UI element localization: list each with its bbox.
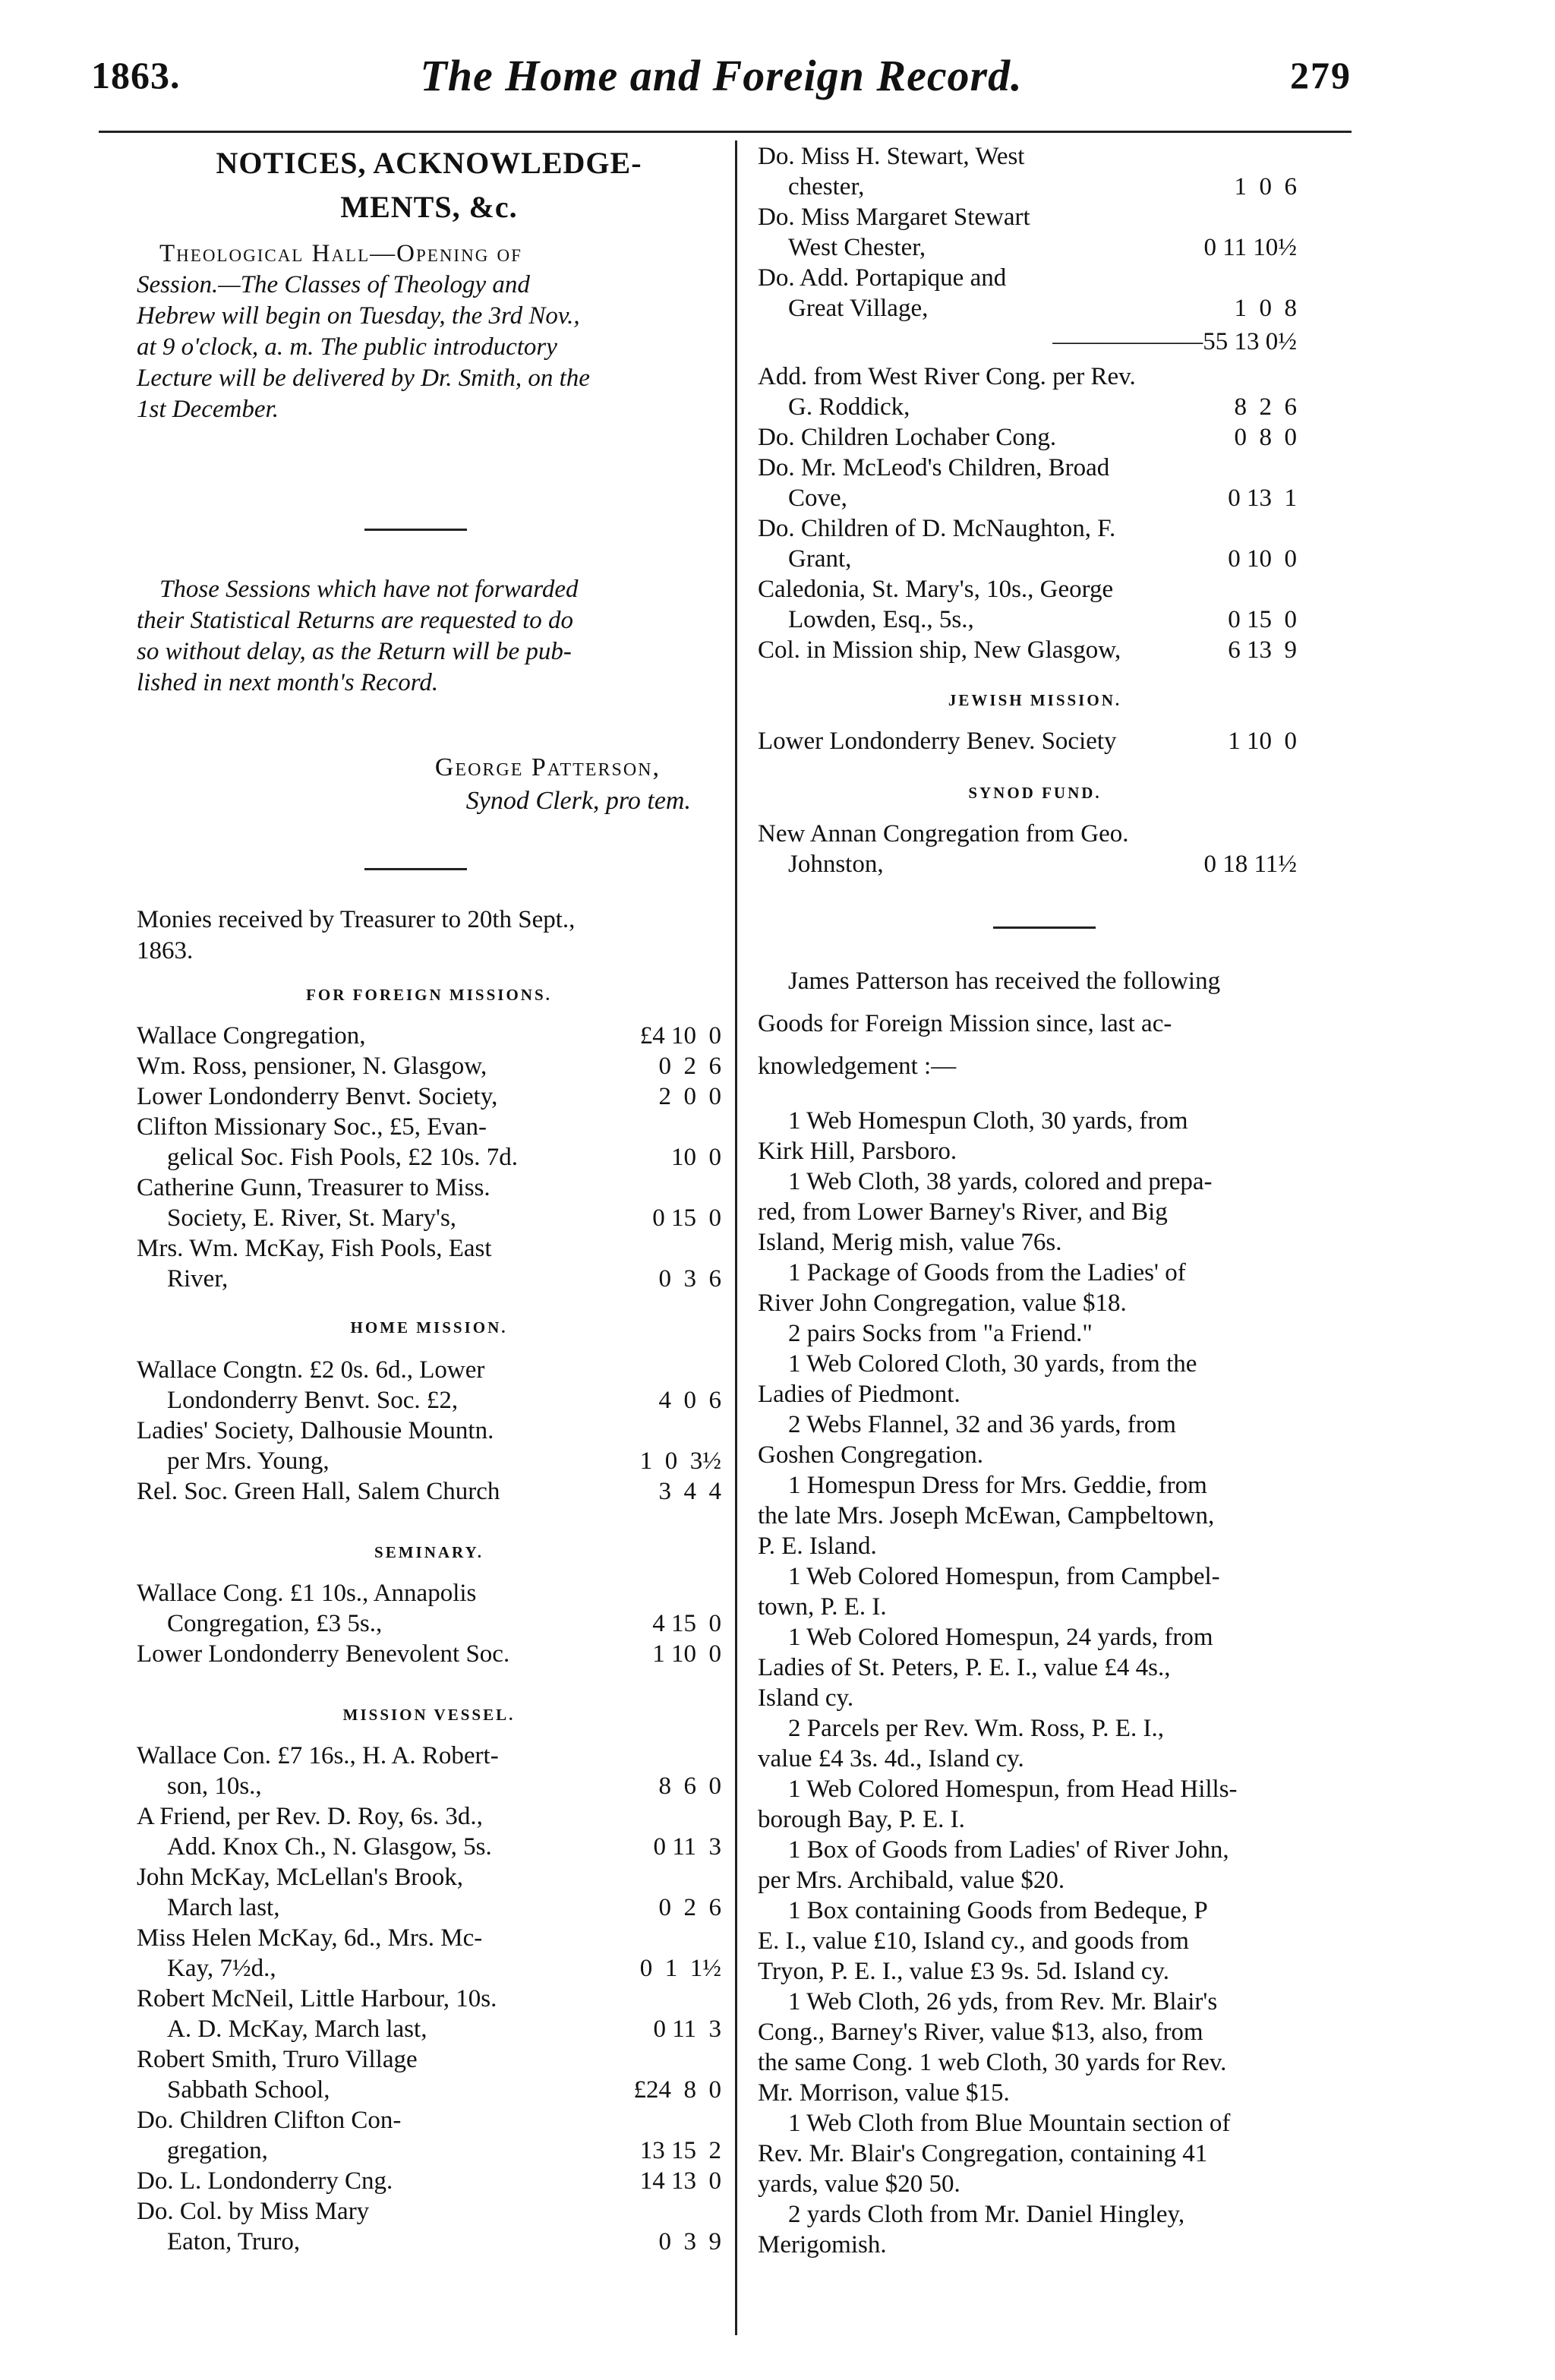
entry-text: son, 10s.,	[167, 1772, 262, 1800]
treasurer-intro	[137, 904, 721, 967]
goods-intro	[758, 960, 1358, 1087]
notice-line: Lecture will be delivered by Dr. Smith, on the	[137, 365, 590, 392]
entry-amount: 4 15 0	[652, 1610, 721, 1637]
entry-text: Johnston,	[788, 851, 884, 878]
notice-line: Those Sessions which have not forwarded	[159, 576, 579, 603]
ledger-entry	[758, 726, 1358, 756]
home-mission-list	[137, 1355, 721, 1507]
entry-text: River,	[167, 1265, 229, 1293]
entry-text: Col. in Mission ship, New Glasgow,	[758, 636, 1121, 664]
mission-vessel-continued	[758, 141, 1358, 324]
goods-item-line: Cong., Barney's River, value $13, also, from	[758, 2019, 1203, 2046]
goods-item	[758, 1258, 1358, 1318]
ledger-entry	[137, 1416, 721, 1476]
notice-line: at 9 o'clock, a. m. The public introductory	[137, 333, 557, 361]
home-mission-heading: HOME MISSION.	[350, 1318, 508, 1337]
header-title: The Home and Foreign Record.	[420, 51, 1023, 100]
entry-amount: 4 0 6	[658, 1387, 721, 1414]
goods-item-line: 1 Web Colored Homespun, from Campbel-	[788, 1563, 1220, 1590]
goods-item	[758, 1561, 1358, 1622]
ledger-entry	[758, 422, 1358, 453]
entry-text: Robert McNeil, Little Harbour, 10s.	[137, 1985, 497, 2012]
goods-item-line: value £4 3s. 4d., Island cy.	[758, 1745, 1024, 1772]
entry-text: Robert Smith, Truro Village	[137, 2046, 418, 2073]
goods-item-line: Island, Merig mish, value 76s.	[758, 1229, 1062, 1256]
page-number: 279	[1290, 54, 1352, 96]
entry-text: John McKay, McLellan's Brook,	[137, 1864, 463, 1891]
entry-amount: 14 13 0	[639, 2167, 721, 2195]
entry-text: Mrs. Wm. McKay, Fish Pools, East	[137, 1235, 492, 1262]
ledger-entry	[137, 2044, 721, 2105]
goods-item-line: Goshen Congregation.	[758, 1441, 983, 1469]
goods-item	[758, 1106, 1358, 1166]
entry-amount: 3 4 4	[658, 1478, 721, 1505]
goods-item-line: 1 Web Cloth from Blue Mountain section of	[788, 2110, 1231, 2137]
notice-line: their Statistical Returns are requested to do	[137, 607, 573, 634]
entry-amount: 0 3 6	[658, 1265, 721, 1293]
ledger-entry	[137, 1021, 721, 1051]
notice-line: lished in next month's Record.	[137, 669, 439, 696]
seminary-list	[137, 1578, 721, 1669]
notice-statistical-returns	[137, 574, 721, 699]
signature-role: Synod Clerk, pro tem.	[465, 787, 691, 815]
entry-text: gregation,	[167, 2137, 268, 2164]
entry-text: Do. Children Clifton Con-	[137, 2107, 402, 2134]
entry-text: Add. from West River Cong. per Rev.	[758, 363, 1136, 390]
foreign-missions-list	[137, 1021, 721, 1294]
entry-amount: 6 13 9	[1228, 636, 1297, 664]
goods-item-line: Ladies of Piedmont.	[758, 1381, 960, 1408]
signature-name: George Patterson,	[434, 753, 661, 781]
ledger-entry	[137, 1741, 721, 1801]
entry-amount: 8 2 6	[1234, 393, 1297, 421]
goods-item-line: 2 pairs Socks from "a Friend."	[788, 1320, 1093, 1347]
goods-item	[758, 1895, 1358, 1987]
entry-amount: 13 15 2	[639, 2137, 721, 2164]
entry-amount: 0 18 11½	[1203, 851, 1297, 878]
header-year: 1863.	[91, 54, 181, 96]
entry-amount: 0 2 6	[658, 1053, 721, 1080]
synod-fund-heading: SYNOD FUND.	[968, 784, 1102, 802]
entry-amount: 0 11 10½	[1203, 234, 1297, 261]
ledger-entry	[137, 1233, 721, 1294]
entry-text: Society, E. River, St. Mary's,	[167, 1204, 457, 1232]
entry-text: Add. Knox Ch., N. Glasgow, 5s.	[167, 1833, 492, 1861]
goods-item-line: 1 Box containing Goods from Bedeque, P	[788, 1897, 1208, 1924]
entry-text: gelical Soc. Fish Pools, £2 10s. 7d.	[167, 1144, 519, 1171]
goods-item-line: 1 Box of Goods from Ladies' of River John,	[788, 1836, 1229, 1864]
entry-text: A. D. McKay, March last,	[167, 2015, 427, 2043]
goods-item-line: Tryon, P. E. I., value £3 9s. 5d. Island cy.	[758, 1958, 1170, 1985]
goods-item	[758, 1166, 1358, 1258]
entry-text: Do. Col. by Miss Mary	[137, 2198, 370, 2225]
goods-item-line: per Mrs. Archibald, value $20.	[758, 1867, 1065, 1894]
entry-text: Caledonia, St. Mary's, 10s., George	[758, 576, 1114, 603]
goods-item-line: yards, value $20 50.	[758, 2170, 960, 2198]
ledger-entry	[137, 1112, 721, 1173]
right-column	[758, 141, 1358, 2258]
goods-item-line: 1 Web Colored Homespun, from Head Hills-	[788, 1776, 1238, 1803]
signature	[137, 753, 721, 816]
entry-amount: 0 11 3	[653, 1833, 721, 1861]
ledger-entry	[137, 1862, 721, 1923]
ledger-entry	[137, 1801, 721, 1862]
goods-item	[758, 1622, 1358, 1713]
ledger-entry	[758, 513, 1358, 574]
notice-line: Theological Hall—Opening of	[159, 240, 522, 267]
notice-line: Session.—The Classes of Theology and	[137, 271, 530, 298]
ledger-entry	[758, 141, 1358, 202]
entry-amount: 0 15 0	[652, 1204, 721, 1232]
entry-amount: 0 13 1	[1228, 485, 1297, 512]
notices-heading-line: NOTICES, ACKNOWLEDGE-	[216, 146, 642, 180]
goods-item-line: P. E. Island.	[758, 1532, 877, 1560]
entry-text: per Mrs. Young,	[167, 1447, 330, 1475]
entry-text: A Friend, per Rev. D. Roy, 6s. 3d.,	[137, 1803, 483, 1830]
entry-text: Lowden, Esq., 5s.,	[788, 606, 974, 633]
section-rule	[364, 529, 467, 531]
goods-item-line: 1 Homespun Dress for Mrs. Geddie, from	[788, 1472, 1207, 1499]
goods-item	[758, 1409, 1358, 1470]
entry-text: Londonderry Benvt. Soc. £2,	[167, 1387, 459, 1414]
goods-item-line: 1 Package of Goods from the Ladies' of	[788, 1259, 1186, 1286]
goods-item-line: Kirk Hill, Parsboro.	[758, 1138, 957, 1165]
ledger-entry	[137, 2166, 721, 2196]
entry-text: G. Roddick,	[788, 393, 910, 421]
goods-item-line: 2 Parcels per Rev. Wm. Ross, P. E. I.,	[788, 1715, 1164, 1742]
entry-text: Rel. Soc. Green Hall, Salem Church	[137, 1478, 500, 1505]
goods-item-line: E. I., value £10, Island cy., and goods from	[758, 1927, 1189, 1955]
ledger-entry	[137, 1081, 721, 1112]
goods-item	[758, 1470, 1358, 1561]
jewish-mission-list	[758, 726, 1358, 756]
entry-text: West Chester,	[788, 234, 926, 261]
ledger-entry	[758, 202, 1358, 263]
ledger-entry	[137, 1984, 721, 2044]
entry-amount: 0 11 3	[653, 2015, 721, 2043]
ledger-entry	[137, 2105, 721, 2166]
goods-intro-line: knowledgement :—	[758, 1053, 957, 1080]
entry-text: Do. Mr. McLeod's Children, Broad	[758, 454, 1110, 481]
entry-text: Wallace Con. £7 16s., H. A. Robert-	[137, 1742, 499, 1769]
entry-text: Lower Londonderry Benevolent Soc.	[137, 1640, 510, 1668]
ledger-entry	[137, 1923, 721, 1984]
goods-item	[758, 1774, 1358, 1835]
entry-text: Clifton Missionary Soc., £5, Evan-	[137, 1113, 487, 1141]
entry-amount: 1 0 8	[1234, 295, 1297, 322]
entry-text: Catherine Gunn, Treasurer to Miss.	[137, 1174, 490, 1201]
ledger-entry	[137, 1639, 721, 1669]
entry-text: Grant,	[788, 545, 852, 573]
goods-item-line: the late Mrs. Joseph McEwan, Campbeltown,	[758, 1502, 1215, 1529]
goods-intro-line: James Patterson has received the following	[788, 967, 1221, 995]
running-head	[91, 53, 1352, 114]
entry-amount: 8 6 0	[658, 1772, 721, 1800]
entry-text: Do. Children of D. McNaughton, F.	[758, 515, 1116, 542]
entry-amount: 0 3 9	[658, 2228, 721, 2255]
goods-item-line: Rev. Mr. Blair's Congregation, containing 41	[758, 2140, 1208, 2167]
goods-item-line: borough Bay, P. E. I.	[758, 1806, 965, 1833]
ledger-entry	[137, 1476, 721, 1507]
entry-amount: 10 0	[671, 1144, 721, 1171]
goods-item-line: 1 Web Homespun Cloth, 30 yards, from	[788, 1107, 1188, 1135]
jewish-mission-heading: JEWISH MISSION.	[948, 691, 1122, 709]
goods-item-line: 2 yards Cloth from Mr. Daniel Hingley,	[788, 2201, 1185, 2228]
ledger-entry	[758, 574, 1358, 635]
entry-amount: 2 0 0	[658, 1083, 721, 1110]
notice-theological-hall	[137, 238, 721, 425]
header-rule	[99, 131, 1352, 133]
entry-text: Lower Londonderry Benvt. Society,	[137, 1083, 498, 1110]
goods-item-line: Merigomish.	[758, 2231, 887, 2258]
ledger-entry	[758, 635, 1358, 665]
entry-amount: 1 10 0	[1228, 728, 1297, 755]
ledger-entry	[758, 453, 1358, 513]
ledger-entry	[137, 2196, 721, 2257]
mission-vessel-additions	[758, 361, 1358, 665]
entry-amount: £24 8 0	[633, 2076, 721, 2104]
ledger-entry	[758, 361, 1358, 422]
entry-text: Do. Add. Portapique and	[758, 264, 1007, 292]
foreign-missions-heading: FOR FOREIGN MISSIONS.	[306, 986, 552, 1004]
mission-vessel-list	[137, 1741, 721, 2257]
section-rule	[364, 868, 467, 870]
seminary-heading: SEMINARY.	[374, 1543, 484, 1561]
goods-item-line: the same Cong. 1 web Cloth, 30 yards for Rev.	[758, 2049, 1227, 2076]
entry-text: Kay, 7½d.,	[167, 1955, 276, 1982]
notice-line: Hebrew will begin on Tuesday, the 3rd Nov.,	[137, 302, 580, 330]
goods-item-line: red, from Lower Barney's River, and Big	[758, 1198, 1168, 1226]
entry-amount: 1 10 0	[652, 1640, 721, 1668]
entry-text: Cove,	[788, 485, 847, 512]
entry-text: Eaton, Truro,	[167, 2228, 301, 2255]
entry-text: March last,	[167, 1894, 280, 1921]
goods-item-line: 1 Web Colored Homespun, 24 yards, from	[788, 1624, 1213, 1651]
entry-text: Ladies' Society, Dalhousie Mountn.	[137, 1417, 494, 1444]
entry-text: Do. Children Lochaber Cong.	[758, 424, 1057, 451]
goods-item	[758, 2108, 1358, 2199]
goods-item-line: town, P. E. I.	[758, 1593, 887, 1621]
section-rule	[993, 926, 1096, 929]
treasurer-intro-line: 1863.	[137, 937, 194, 964]
entry-amount: 0 8 0	[1234, 424, 1297, 451]
entry-amount: 0 2 6	[658, 1894, 721, 1921]
goods-item	[758, 1835, 1358, 1895]
entry-text: Congregation, £3 5s.,	[167, 1610, 383, 1637]
ledger-entry	[137, 1051, 721, 1081]
entry-text: Wm. Ross, pensioner, N. Glasgow,	[137, 1053, 487, 1080]
goods-item-line: 2 Webs Flannel, 32 and 36 yards, from	[788, 1411, 1176, 1438]
synod-fund-list	[758, 819, 1358, 879]
entry-amount: £4 10 0	[639, 1022, 721, 1050]
goods-list	[758, 1106, 1358, 2260]
entry-text: Sabbath School,	[167, 2076, 330, 2104]
goods-item-line: 1 Web Cloth, 26 yds, from Rev. Mr. Blair's	[788, 1988, 1218, 2015]
treasurer-intro-line: Monies received by Treasurer to 20th Sept.,	[137, 906, 576, 933]
entry-text: Miss Helen McKay, 6d., Mrs. Mc-	[137, 1924, 483, 1952]
goods-intro-line: Goods for Foreign Mission since, last ac-	[758, 1010, 1172, 1037]
entry-amount: 0 10 0	[1228, 545, 1297, 573]
goods-item-line: 1 Web Colored Cloth, 30 yards, from the	[788, 1350, 1197, 1378]
goods-item-line: River John Congregation, value $18.	[758, 1289, 1127, 1317]
entry-amount: 0 15 0	[1228, 606, 1297, 633]
entry-text: Wallace Cong. £1 10s., Annapolis	[137, 1580, 477, 1607]
notice-line: so without delay, as the Return will be pub-	[137, 638, 572, 665]
ledger-entry	[137, 1578, 721, 1639]
entry-text: Do. Miss Margaret Stewart	[758, 204, 1030, 231]
entry-text: Wallace Congregation,	[137, 1022, 366, 1050]
goods-item	[758, 1713, 1358, 1774]
goods-item-line: Ladies of St. Peters, P. E. I., value £4 4s.,	[758, 1654, 1171, 1681]
entry-text: Lower Londonderry Benev. Society	[758, 728, 1117, 755]
column-divider	[735, 140, 737, 2335]
entry-text: Do. Miss H. Stewart, West	[758, 143, 1025, 170]
entry-text: Wallace Congtn. £2 0s. 6d., Lower	[137, 1356, 485, 1384]
notices-heading-line: MENTS, &c.	[340, 190, 518, 224]
ledger-entry	[758, 263, 1358, 324]
goods-item	[758, 1318, 1358, 1349]
goods-item-line: Island cy.	[758, 1684, 854, 1712]
ledger-entry	[137, 1173, 721, 1233]
notices-heading	[137, 141, 721, 229]
goods-item	[758, 1349, 1358, 1409]
ledger-entry	[137, 1355, 721, 1416]
entry-amount: 0 1 1½	[639, 1955, 721, 1982]
entry-amount: 1 0 3½	[639, 1447, 721, 1475]
notice-line: 1st December.	[137, 396, 279, 423]
entry-text: New Annan Congregation from Geo.	[758, 820, 1129, 848]
goods-item-line: 1 Web Cloth, 38 yards, colored and prepa-	[788, 1168, 1213, 1195]
goods-item	[758, 2199, 1358, 2260]
entry-text: Do. L. Londonderry Cng.	[137, 2167, 393, 2195]
entry-amount: 1 0 6	[1234, 173, 1297, 200]
entry-text: Great Village,	[788, 295, 929, 322]
goods-item-line: Mr. Morrison, value $15.	[758, 2079, 1010, 2107]
ledger-entry	[758, 819, 1358, 879]
goods-item	[758, 1987, 1358, 2108]
subtotal: ——————55 13 0½	[1052, 328, 1297, 355]
mission-vessel-heading: MISSION VESSEL.	[342, 1706, 516, 1724]
entry-text: chester,	[788, 173, 865, 200]
